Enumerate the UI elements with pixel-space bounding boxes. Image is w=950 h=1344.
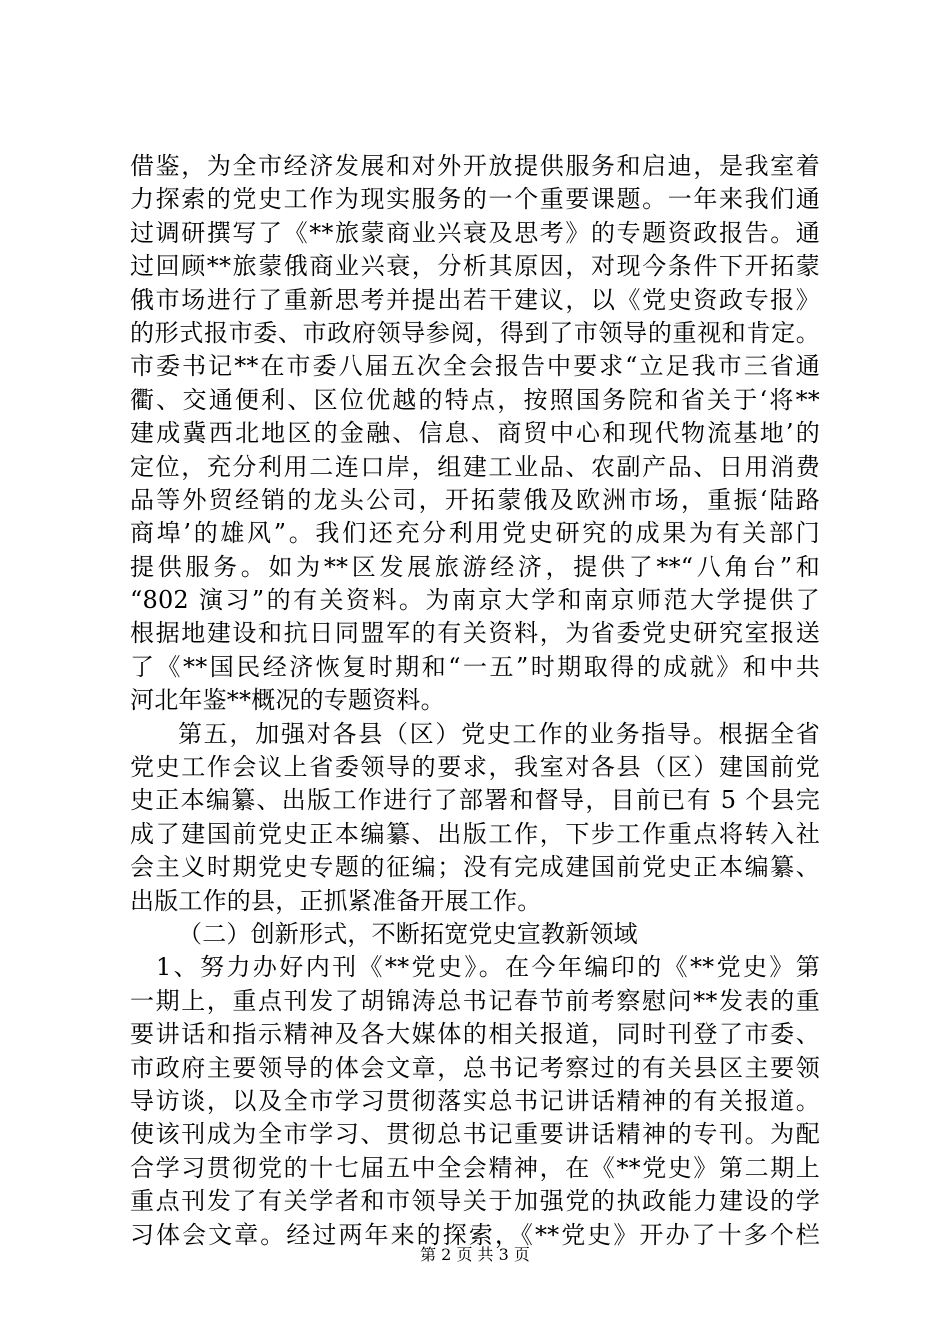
text-line: 商埠’的雄风”。我们还充分利用党史研究的成果为有关部门 [130,519,820,548]
paragraph-heading-fifth: 第五，加强对各县（区）党史工作的业务指导。根据全省 [178,719,820,748]
text-line: 一期上，重点刊发了胡锦涛总书记春节前考察慰问**发表的重 [130,986,820,1015]
text-line: 使该刊成为全市学习、贯彻总书记重要讲话精神的专刊。为配 [130,1120,820,1149]
text-line: 会主义时期党史专题的征编；没有完成建国前党史正本编纂、 [130,853,820,882]
text-line: 借鉴，为全市经济发展和对外开放提供服务和启迪，是我室着 [130,152,820,180]
text-line: 市委书记**在市委八届五次全会报告中要求“立足我市三省通 [130,352,820,381]
text-line: 根据地建设和抗日同盟军的有关资料，为省委党史研究室报送 [130,619,820,648]
text-line: 了《**国民经济恢复时期和“一五”时期取得的成就》和中共 [130,652,820,681]
text-line: 市政府主要领导的体会文章，总书记考察过的有关县区主要领 [130,1053,820,1082]
text-line: 成了建国前党史正本编纂、出版工作，下步工作重点将转入社 [130,819,820,848]
text-line: 要讲话和指示精神及各大媒体的相关报道，同时刊登了市委、 [130,1020,820,1049]
text-line: 河北年鉴**概况的专题资料。 [130,686,445,715]
text-line: 俄市场进行了重新思考并提出若干建议，以《党史资政专报》 [130,285,820,314]
text-line: 建成冀西北地区的金融、信息、商贸中心和现代物流基地’的 [130,419,820,448]
text-line: 的形式报市委、市政府领导参阅，得到了市领导的重视和肯定。 [130,318,820,347]
page-footer: 第 2 页 共 3 页 [420,1245,530,1264]
text-line: 导访谈，以及全市学习贯彻落实总书记讲话精神的有关报道。 [130,1086,820,1115]
text-line: 出版工作的县，正抓紧准备开展工作。 [130,886,542,915]
text-line: 过调研撰写了《**旅蒙商业兴衰及思考》的专题资政报告。通 [130,218,820,247]
text-line: 史正本编纂、出版工作进行了部署和督导，目前已有 5 个县完 [130,786,820,815]
text-line: 过回顾**旅蒙俄商业兴衰，分析其原因，对现今条件下开拓蒙 [130,252,820,281]
text-line: 力探索的党史工作为现实服务的一个重要课题。一年来我们通 [130,185,820,214]
text-line: 重点刊发了有关学者和市领导关于加强党的执政能力建设的学 [130,1187,820,1216]
text-line: 习体会文章。经过两年来的探索，《**党史》开办了十多个栏 [130,1220,820,1249]
body-text [130,150,820,1252]
text-line: 提供服务。如为**区发展旅游经济，提供了**“八角台”和 [130,552,820,581]
text-line: 合学习贯彻党的十七届五中全会精神，在《**党史》第二期上 [130,1153,820,1182]
text-line: 定位，充分利用二连口岸，组建工业品、农副产品、日用消费 [130,452,820,481]
text-line: 品等外贸经销的龙头公司，开拓蒙俄及欧洲市场，重振‘陆路 [130,485,820,514]
section-heading: （二）创新形式，不断拓宽党史宣教新领域 [178,919,638,948]
text-line: “802 演习”的有关资料。为南京大学和南京师范大学提供了 [130,586,820,615]
paragraph-item-1: 1、努力办好内刊《**党史》。在今年编印的《**党史》第 [156,953,820,982]
text-line: 党史工作会议上省委领导的要求，我室对各县（区）建国前党 [130,753,820,782]
text-line: 衢、交通便利、区位优越的特点，按照国务院和省关于‘将** [130,385,820,414]
